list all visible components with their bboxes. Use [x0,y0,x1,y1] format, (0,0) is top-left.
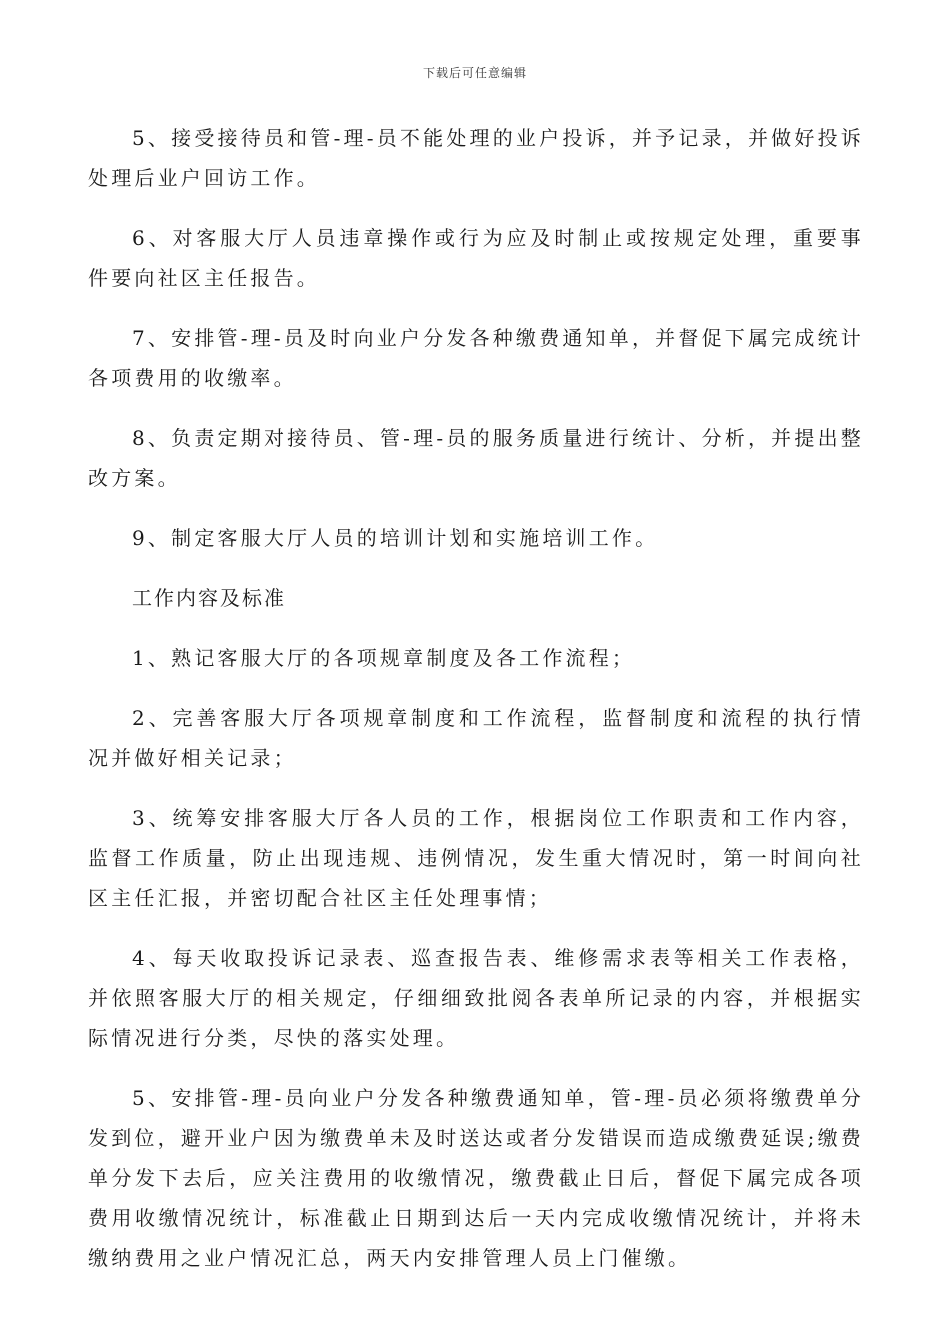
paragraph-standard-5: 5、安排管-理-员向业户分发各种缴费通知单，管-理-员必须将缴费单分发到位，避开业户因为缴费单未及时送达或者分发错误而造成缴费延误;缴费单分发下去后，应关注费用的收缴情况，缴费截止日后，督促下属完成各项费用收缴情况统计，标准截止日期到达后一天内完成收缴情况统计，并将未缴纳费用之业户情况汇总，两天内安排管理人员上门催缴。 [88,1086,864,1270]
section-heading: 工作内容及标准 [132,586,286,610]
page-header: 下载后可任意编辑 [422,66,527,80]
document-body [88,118,864,1298]
paragraph-standard-4: 4、每天收取投诉记录表、巡查报告表、维修需求表等相关工作表格，并依照客服大厅的相关规定，仔细细致批阅各表单所记录的内容，并根据实际情况进行分类，尽快的落实处理。 [88,946,864,1050]
paragraph-duty-9: 9、制定客服大厅人员的培训计划和实施培训工作。 [132,526,659,550]
paragraph-duty-5: 5、接受接待员和管-理-员不能处理的业户投诉，并予记录，并做好投诉处理后业户回访工作。 [88,126,864,190]
paragraph-standard-2: 2、完善客服大厅各项规章制度和工作流程，监督制度和流程的执行情况并做好相关记录； [88,706,864,770]
paragraph-standard-1: 1、熟记客服大厅的各项规章制度及各工作流程； [132,646,636,670]
paragraph-duty-6: 6、对客服大厅人员违章操作或行为应及时制止或按规定处理，重要事件要向社区主任报告。 [88,226,864,290]
paragraph-duty-7: 7、安排管-理-员及时向业户分发各种缴费通知单，并督促下属完成统计各项费用的收缴率。 [88,326,864,390]
paragraph-duty-8: 8、负责定期对接待员、管-理-员的服务质量进行统计、分析，并提出整改方案。 [88,426,864,490]
paragraph-standard-3: 3、统筹安排客服大厅各人员的工作，根据岗位工作职责和工作内容，监督工作质量，防止出现违规、违例情况，发生重大情况时，第一时间向社区主任汇报，并密切配合社区主任处理事情； [88,806,864,910]
